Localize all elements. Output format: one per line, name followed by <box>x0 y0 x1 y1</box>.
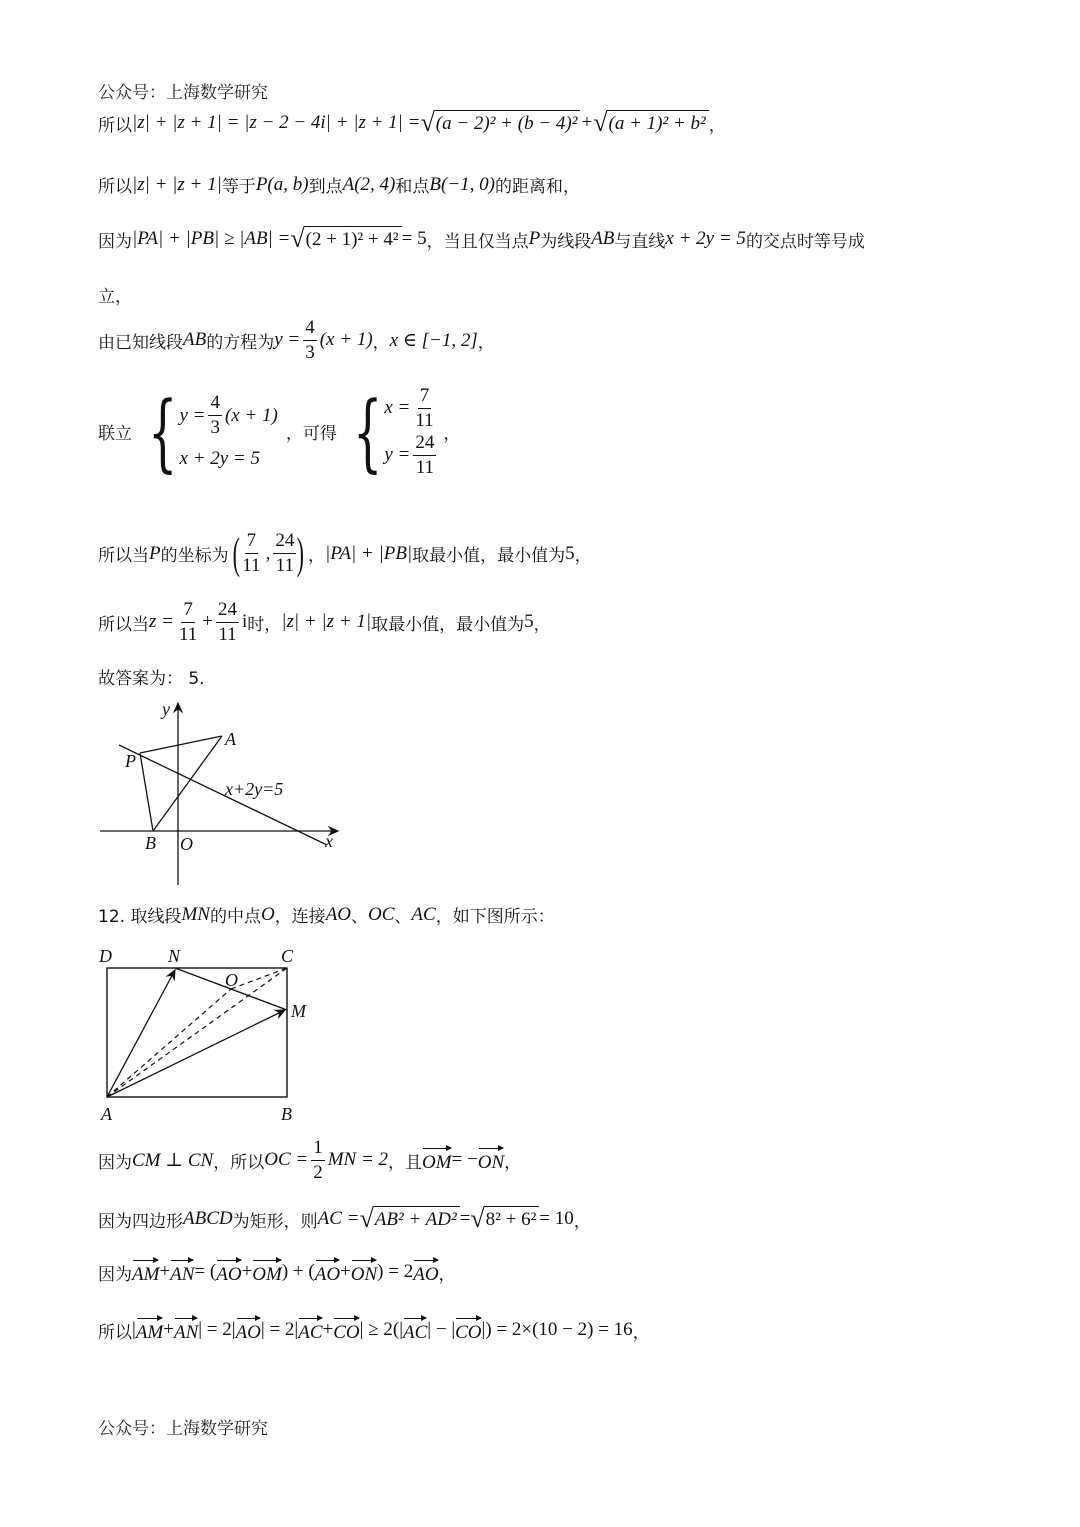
axis-y-label: y <box>162 699 170 719</box>
point-C-label: C <box>281 946 294 966</box>
axis-x-label: x <box>325 831 333 851</box>
line-5: 由已知线段 AB 的方程为 y = $\frac{4}{3}$ (x + 1) ， x ∈ [−1, 2] ， <box>98 317 495 363</box>
segment-AC-dashed <box>107 968 287 1097</box>
segment-AO-dashed <box>107 989 231 1097</box>
point-M-label: M <box>291 1001 306 1021</box>
sqrt-expression: √ (a + 1)² + b² <box>593 110 708 136</box>
line-14: 所以 | AM + AN | = 2| AO | = 2| AC + CO | ≥ 2(| AC | − | CO |) = 2×(10 − 2) = 16 ， <box>98 1316 650 1344</box>
point-A-label: A <box>101 1104 112 1124</box>
line-10-problem-12: 12. 取线段 MN 的中点 O ，连接 AO 、 OC 、 AC ，如下图所示： <box>98 903 555 927</box>
point-O-label: O <box>225 970 238 990</box>
point-A-label: A <box>225 729 236 749</box>
line-7: 所以当 P 的坐标为 ( $\frac{7}{11}$ , $\frac{24}{11}$ ) ， |PA| + |PB| 取最小值，最小值为 5 ， <box>98 529 592 578</box>
vector-AM <box>107 1010 285 1097</box>
line-12: 因为四边形 ABCD 为矩形，则 AC = √ AB² + AD² = √ 8² + 6² = 10 ， <box>98 1204 591 1233</box>
line-1: 所以 |z| + |z + 1| = |z − 2 − 4i| + |z + 1| = √ (a − 2)² + (b − 4)² + √ (a + 1)² + b² ， <box>98 108 726 137</box>
page-footer: 公众号：上海数学研究 <box>98 1419 268 1439</box>
figure-coordinate-plot <box>95 695 355 890</box>
line-13: 因为 AM + AN = ( AO + OM ) + ( AO + ON ) = 2 AO ， <box>98 1258 456 1286</box>
line-11: 因为 CM ⊥ CN ，所以 OC = $\frac{1}{2}$ MN = 2 ，且 OM = − ON ， <box>98 1137 522 1183</box>
point-P-label: P <box>125 751 136 771</box>
segment-PB <box>140 753 153 831</box>
line-9-answer: 故答案为： 5． <box>98 669 217 689</box>
line-4: 立， <box>98 287 132 307</box>
line-8: 所以当 z = $\frac{7}{11}$ + $\frac{24}{11}$ i 时， |z| + |z + 1| 取最小值，最小值为 5 ， <box>98 599 551 645</box>
line-6-system: 联立 { y = $\frac{4}{3}$ (x + 1) x + 2y = 5 ，可得 { x = $\frac{7}{11}$ y = $\frac{24}{11}$ ， <box>98 382 461 481</box>
point-D-label: D <box>99 946 112 966</box>
point-B-label: B <box>281 1104 292 1124</box>
sqrt-expression: √ (2 + 1)² + 4² <box>290 226 401 252</box>
segment-AB <box>153 736 222 831</box>
point-N-label: N <box>168 946 181 966</box>
line-3: 因为 |PA| + |PB| ≥ |AB| = √ (2 + 1)² + 4² = 5 ，当且仅当点 P 为线段 AB 与直线 x + 2y = 5 的交点时等号成 <box>98 224 865 253</box>
sqrt-expression: √ (a − 2)² + (b − 4)² <box>420 110 580 136</box>
equation-system: { y = $\frac{4}{3}$ (x + 1) x + 2y = 5 <box>148 382 278 481</box>
point-B-label: B <box>145 833 156 853</box>
line-x-plus-2y-eq-5 <box>119 745 327 845</box>
fraction: $\frac{4}{3}$ <box>305 317 315 363</box>
figure-rectangle <box>95 940 325 1125</box>
line-2: 所以 |z| + |z + 1| 等于 P(a, b) 到点 A(2, 4) 和点 B(−1, 0) 的距离和， <box>98 173 580 197</box>
page-header: 公众号：上海数学研究 <box>98 83 268 103</box>
origin-label: O <box>180 834 193 854</box>
segment-PA <box>140 736 222 753</box>
vector-AN <box>107 970 175 1097</box>
line-label: x+2y=5 <box>225 779 284 799</box>
segment-OC-dashed <box>231 968 287 989</box>
solution-system: { x = $\frac{7}{11}$ y = $\frac{24}{11}$ <box>352 382 435 481</box>
